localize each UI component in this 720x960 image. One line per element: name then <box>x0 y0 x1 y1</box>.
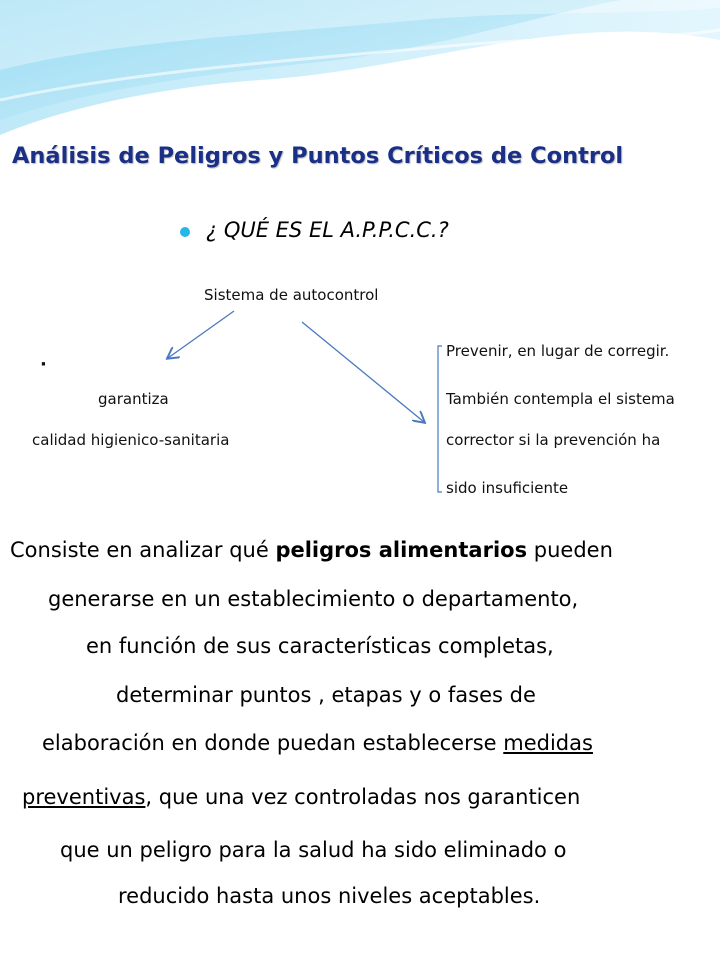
page-title: Análisis de Peligros y Puntos Críticos de Control <box>12 143 624 169</box>
paragraph-line-1 <box>10 538 613 562</box>
paragraph-text: Consiste en analizar qué <box>10 538 276 562</box>
diagram-left-line-2: calidad higienico-sanitaria <box>32 431 230 449</box>
arrow-right <box>302 322 424 422</box>
question-heading: ¿ QUÉ ES EL A.P.P.C.C.? <box>206 218 449 242</box>
paragraph-underlined-term: preventivas <box>22 785 146 809</box>
paragraph-text: , que una vez controladas nos garanticen <box>145 785 581 809</box>
paragraph-bold-term: peligros alimentarios <box>275 538 528 562</box>
diagram-left-line-1: garantiza <box>98 390 169 408</box>
bracket-line <box>438 346 442 492</box>
diagram-top-label: Sistema de autocontrol <box>204 286 379 304</box>
paragraph-line-4: determinar puntos , etapas y o fases de <box>116 683 536 707</box>
diagram-right-line-2: También contempla el sistema <box>446 390 675 408</box>
stray-dot: · <box>40 354 47 375</box>
paragraph-line-2: generarse en un establecimiento o departamento, <box>48 587 579 611</box>
paragraph-line-3: en función de sus características completas, <box>86 634 554 658</box>
paragraph-text: pueden <box>527 538 613 562</box>
diagram-right-line-4: sido insuficiente <box>446 479 569 497</box>
paragraph-underlined-term: medidas <box>503 731 593 755</box>
paragraph-line-8: reducido hasta unos niveles aceptables. <box>118 884 541 908</box>
paragraph-line-5 <box>42 731 593 755</box>
diagram-right-line-1: Prevenir, en lugar de corregir. <box>446 342 670 360</box>
diagram-right-line-3: corrector si la prevención ha <box>446 431 661 449</box>
paragraph-line-6 <box>22 785 580 809</box>
paragraph-line-7: que un peligro para la salud ha sido eliminado o <box>60 838 567 862</box>
paragraph-text: elaboración en donde puedan establecerse <box>42 731 504 755</box>
arrow-left <box>168 311 234 358</box>
